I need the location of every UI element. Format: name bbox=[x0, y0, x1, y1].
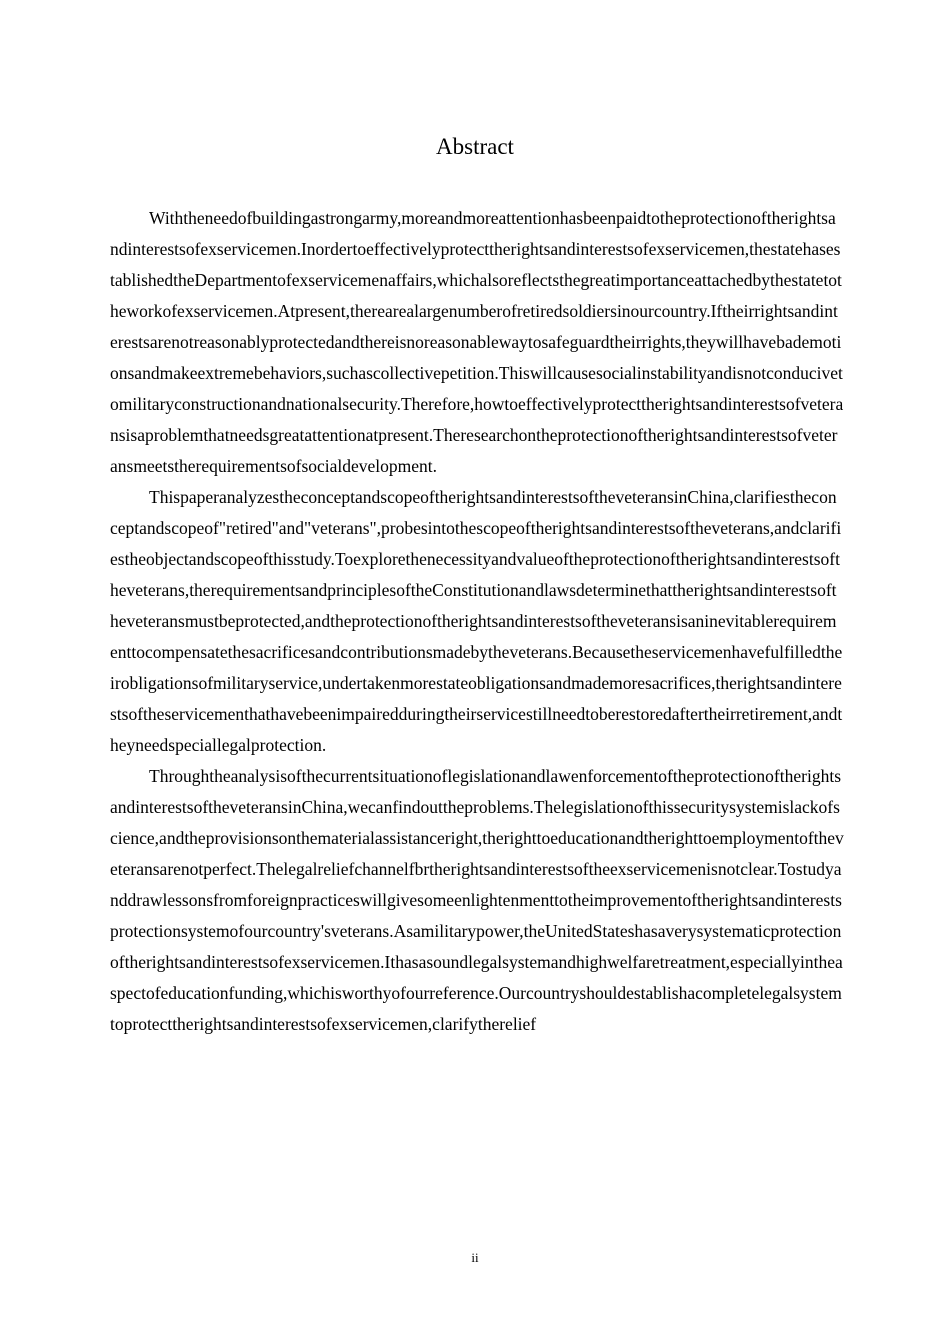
page-number: ii bbox=[471, 1250, 479, 1265]
paragraph-1: Withtheneedofbuildingastrongarmy,moreandmoreattentionhasbeenpaidtotheprotectionoftherightsandinterestsofexservicemen.Inordertoeffectivelyprotecttherightsandinterestsofexservicemen,thestatehasestablishedtheDepartmentofexservicemenaffairs,whichalsoreflectsthegreatimportanceattachedbythestatetotheworkofexservicemen.Atpresent,therearealargenumberofretiredsoldiersinourcountry.Iftheirrightsandinterestsarenotreasonablyprotectedandthereisnoreasonablewaytosafeguardtheirrights,theywillhavebademotionsandmakeextremebehaviors,suchascollectivepetition.Thiswillcausesocialinstabilityandisnotconducivetomilitaryconstructionandnationalsecurity.Therefore,howtoeffectivelyprotecttherightsandinterestsofveteransisaproblemthatneedsgreatattentionatpresent.Theresearchontheprotectionoftherightsandinterestsofveteransmeetstherequirementsofsocialdevelopment. bbox=[110, 208, 844, 476]
paragraph-2: ThispaperanalyzestheconceptandscopeoftherightsandinterestsoftheveteransinChina,clarifiestheconceptandscopeof"retired"and"veterans",probesintothescopeoftherightsandinterestsoftheveterans,andclarifiestheobjectandscopeofthisstudy.Toexplorethenecessityandvalueoftheprotectionoftherightsandinterestsoftheveterans,therequirementsandprinciplesoftheConstitutionandlawsdeterminethattherightsandinterestsoftheveteransmustbeprotected,andtheprotectionoftherightsandinterestsoftheveteransisaninevitablerequirementtocompensatethesacrificesandcontributionsmadebytheveterans.Becausetheservicemenhavefulfilledtheirobligationsofmilitaryservice,undertakenmorestateobligationsandmademoresacrifices,therightsandinterestsoftheservicementhathavebeenimpairedduringtheirservicestillneedtoberestoredaftertheirretirement,andtheyneedspeciallegalprotection. bbox=[110, 487, 843, 755]
paragraph-3: ThroughtheanalysisofthecurrentsituationoflegislationandlawenforcementoftheprotectionoftherightsandinterestsoftheveteransinChina,wecanfindouttheproblems.Thelegislationofthissecuritysystemislackofscience,andtheprovisionsonthematerialassistanceright,therighttoeducationandtherighttoemploymentoftheveteransarenotperfect.Thelegalreliefchannelfbrtherightsandinterestsoftheexservicemenisnotclear.Tostudyanddrawlessonsfromforeignpracticeswillgivesomeenlightenmenttotheimprovementoftherightsandinterestsprotectionsystemofourcountry'sveterans.Asamilitarypower,theUnitedStateshasaverysystematicprotectionoftherightsandinterestsofexservicemen.Ithasasoundlegalsystemandhighwelfaretreatment,especiallyintheaspectofeducationfunding,whichisworthyofourreference.Ourcountryshouldestablishacompletelegalsystemtoprotecttherightsandinterestsofexservicemen,clarifytherelief bbox=[110, 766, 844, 1034]
page-title: Abstract bbox=[436, 134, 514, 159]
abstract-body bbox=[110, 203, 844, 1040]
